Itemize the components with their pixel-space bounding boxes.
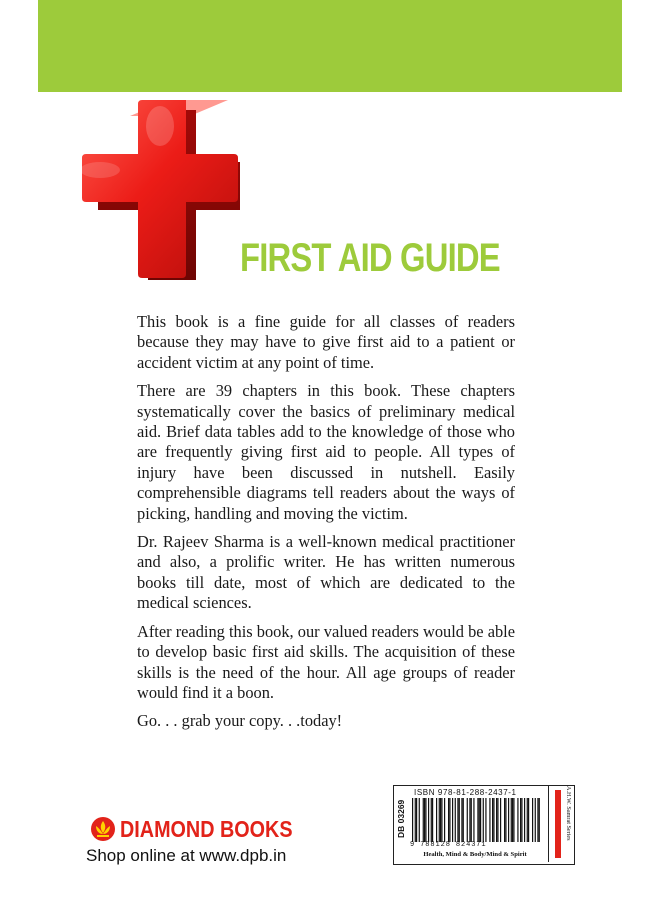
series-color-strip [555, 790, 561, 858]
barcode-bar [527, 798, 528, 842]
isbn-barcode [412, 798, 540, 842]
barcode-bar [493, 798, 494, 842]
barcode-bar [532, 798, 533, 842]
isbn-label: ISBN 978-81-288-2437-1 [414, 788, 517, 797]
series-label: A.H.W. Samrat Series [565, 786, 572, 841]
blurb-paragraph: There are 39 chapters in this book. These chapters systematically cover the basics of preliminary medical aid. Brief data tables add to the knowledge of those who are frequently giving first aid to people. All types of injury have been discussed in nutshell. Easily comprehensible diagrams tell readers about the ways of picking, handling and moving the victim. [137, 381, 515, 523]
barcode-bar [452, 798, 453, 842]
blurb-paragraph: This book is a fine guide for all classes of readers because they may have to give first aid to a patient or accident victim at any point of time. [137, 312, 515, 372]
barcode-bar [517, 798, 518, 842]
lotus-icon [90, 816, 116, 842]
barcode-bar [477, 798, 478, 842]
barcode-bar [480, 798, 481, 842]
barcode-bar [469, 798, 470, 842]
top-color-band [38, 0, 622, 92]
barcode-bar [496, 798, 497, 842]
blurb-paragraph: Go. . . grab your copy. . .today! [137, 711, 343, 731]
barcode-bar [463, 798, 464, 842]
barcode-bar [449, 798, 450, 842]
barcode-bar [440, 798, 441, 842]
book-title: FIRST AID GUIDE [240, 236, 500, 280]
barcode-bar [473, 798, 474, 842]
shop-online-text: Shop online at www.dpb.in [86, 846, 287, 865]
barcode-bar [512, 798, 513, 842]
barcode-bar [539, 798, 540, 842]
barcode-bar [431, 798, 432, 842]
barcode-bar [419, 798, 420, 842]
barcode-bar [444, 798, 445, 842]
barcode-bar [479, 798, 480, 842]
blurb [137, 312, 515, 740]
barcode-bar [461, 798, 462, 842]
blurb-paragraph: Dr. Rajeev Sharma is a well-known medical practitioner and also, a prolific writer. He has written numerous books till date, most of which are dedicated to the medical sciences. [137, 532, 515, 613]
blurb-paragraph: After reading this book, our valued readers would be able to develop basic first aid skills. The acquisition of these skills is the need of the hour. All age groups of reader would find it a boon. [137, 621, 515, 702]
barcode-bar [459, 798, 460, 842]
barcode-digits: 9 788128 824371 [410, 841, 487, 849]
publisher-name: DIAMOND BOOKS [120, 815, 293, 842]
barcode-bar [425, 798, 426, 842]
barcode-bar [439, 798, 440, 842]
barcode-bar [423, 798, 424, 842]
barcode-bar [448, 798, 449, 842]
barcode-bar [436, 798, 437, 842]
barcode-bar [508, 798, 509, 842]
barcode-bar [511, 798, 512, 842]
barcode-bar [441, 798, 442, 842]
barcode-bar [424, 798, 425, 842]
barcode-bar [537, 798, 538, 842]
barcode-bar [500, 798, 501, 842]
barcode-bar [505, 798, 506, 842]
barcode-bar [432, 798, 433, 842]
barcode-bar [521, 798, 522, 842]
barcode-bar [428, 798, 429, 842]
barcode-bar [471, 798, 472, 842]
barcode-bar [492, 798, 493, 842]
db-code: DB 03269 [396, 799, 406, 839]
category-label: Health, Mind & Body/Mind & Spirit [423, 851, 527, 858]
publisher-logo [90, 815, 321, 843]
red-cross-icon [60, 96, 240, 282]
barcode-bar [485, 798, 486, 842]
barcode-bar [412, 798, 413, 842]
barcode-bar [535, 798, 536, 842]
barcode-bar [524, 798, 525, 842]
barcode-bar [513, 798, 514, 842]
barcode-bar [455, 798, 456, 842]
barcode-bar [416, 798, 417, 842]
barcode-bar [415, 798, 416, 842]
barcode-bar [467, 798, 468, 842]
barcode-bar [504, 798, 505, 842]
barcode-bar [497, 798, 498, 842]
barcode-bar [528, 798, 529, 842]
barcode-bar [520, 798, 521, 842]
barcode-bar [483, 798, 484, 842]
barcode-bar [489, 798, 490, 842]
barcode-bar [457, 798, 458, 842]
